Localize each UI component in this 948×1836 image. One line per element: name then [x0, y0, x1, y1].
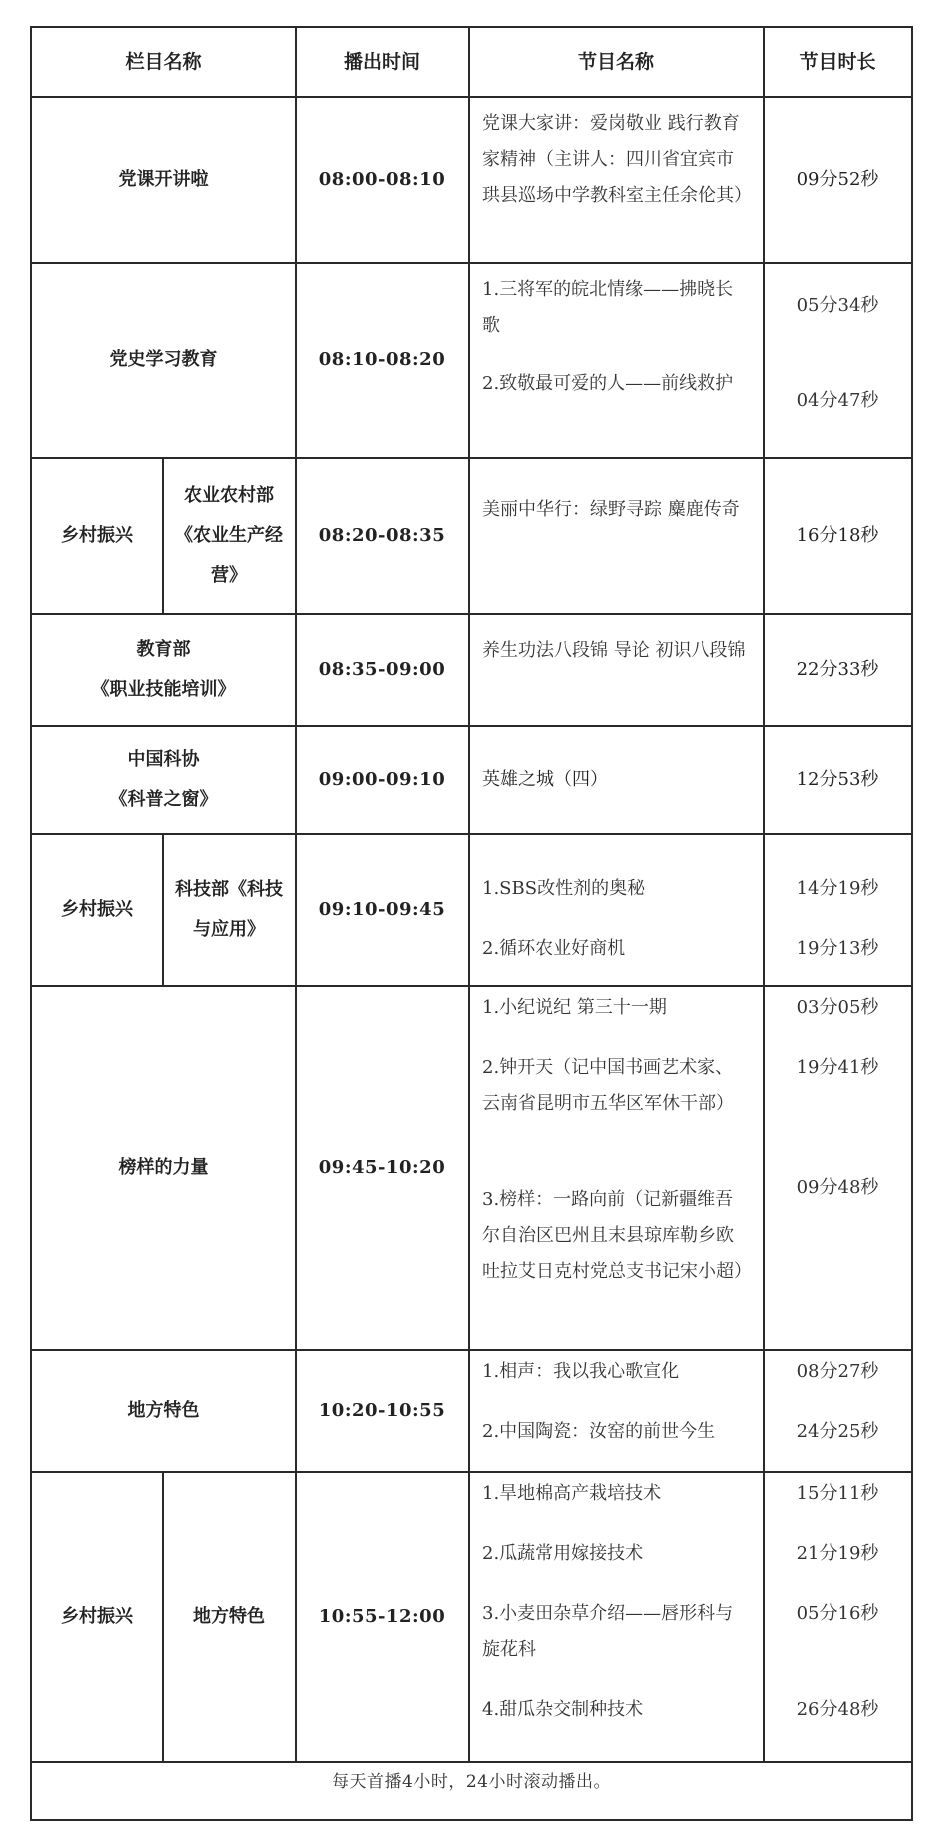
column-name: 科技部《科技与应用》	[175, 878, 283, 940]
air-time: 08:00-08:10	[318, 168, 446, 190]
column-name: 榜样的力量	[118, 1156, 209, 1178]
header-column: 栏目名称	[125, 51, 202, 73]
program-name: 2.瓜蔬常用嫁接技术	[482, 1543, 644, 1564]
air-time: 08:20-08:35	[318, 524, 446, 546]
header-time: 播出时间	[343, 51, 420, 73]
air-time: 10:55-12:00	[318, 1605, 446, 1627]
program-name: 3.小麦田杂草介绍——唇形科与旋花科	[482, 1603, 734, 1660]
program-duration: 14分19秒	[796, 878, 879, 899]
program-duration: 12分53秒	[796, 768, 879, 790]
program-name: 3.榜样：一路向前（记新疆维吾尔自治区巴州且末县琼库勒乡欧吐拉艾日克村党总支书记宋小超）	[482, 1189, 752, 1282]
program-name: 2.钟开天（记中国书画艺术家、云南省昆明市五华区军休干部）	[482, 1057, 734, 1114]
program-duration: 24分25秒	[796, 1421, 879, 1442]
program-duration: 21分19秒	[796, 1543, 879, 1564]
category-name: 乡村振兴	[61, 524, 133, 546]
column-name	[32, 726, 295, 833]
program-duration: 09分52秒	[796, 168, 879, 190]
program-name: 美丽中华行：绿野寻踪 麋鹿传奇	[482, 499, 740, 520]
air-time: 09:00-09:10	[318, 768, 446, 790]
air-time: 10:20-10:55	[318, 1399, 446, 1421]
program-duration: 05分34秒	[796, 295, 879, 316]
header-duration: 节目时长	[799, 51, 876, 73]
program-duration: 04分47秒	[796, 390, 879, 411]
program-duration: 15分11秒	[796, 1483, 879, 1504]
program-name: 2.中国陶瓷：汝窑的前世今生	[482, 1421, 716, 1442]
program-duration: 09分48秒	[796, 1177, 879, 1198]
program-duration: 19分13秒	[796, 938, 879, 959]
program-name: 4.甜瓜杂交制种技术	[482, 1699, 644, 1720]
air-time: 08:10-08:20	[318, 349, 446, 370]
category-name: 乡村振兴	[61, 898, 133, 920]
column-name-line2: 《科普之窗》	[109, 788, 218, 810]
schedule-table	[30, 26, 913, 1821]
column-name: 农业农村部《农业生产经营》	[175, 484, 283, 586]
column-name-line2: 《职业技能培训》	[91, 678, 236, 700]
category-name: 乡村振兴	[61, 1605, 133, 1627]
program-name: 1.SBS改性剂的奥秘	[482, 878, 646, 899]
column-name	[32, 614, 295, 725]
program-duration: 22分33秒	[796, 658, 879, 680]
program-name: 1.小纪说纪 第三十一期	[482, 997, 667, 1018]
program-name: 英雄之城（四）	[482, 768, 608, 790]
program-name: 1.旱地棉高产栽培技术	[482, 1483, 662, 1504]
program-duration: 26分48秒	[796, 1699, 879, 1720]
program-duration: 05分16秒	[796, 1603, 879, 1624]
col-divider	[468, 28, 470, 1761]
program-name: 党课大家讲：爱岗敬业 践行教育家精神（主讲人：四川省宜宾市珙县巡场中学教科室主任余伦其）	[482, 113, 752, 206]
column-name: 地方特色	[193, 1605, 265, 1627]
program-duration: 19分41秒	[796, 1057, 879, 1078]
program-name: 2.循环农业好商机	[482, 938, 626, 959]
program-duration: 16分18秒	[796, 524, 879, 546]
program-name: 1.三将军的皖北情缘——拂晓长歌	[482, 279, 734, 336]
column-name: 地方特色	[127, 1399, 200, 1421]
program-name: 2.致敬最可爱的人——前线救护	[482, 373, 734, 394]
air-time: 09:45-10:20	[318, 1156, 446, 1178]
program-name: 养生功法八段锦 导论 初识八段锦	[482, 640, 746, 661]
header-program: 节目名称	[577, 51, 654, 73]
program-name: 1.相声：我以我心歌宣化	[482, 1361, 680, 1382]
column-name: 党史学习教育	[109, 349, 218, 370]
footer-note: 每天首播4小时，24小时滚动播出。	[332, 1772, 611, 1792]
column-name-line1: 中国科协	[127, 748, 200, 770]
air-time: 08:35-09:00	[318, 658, 446, 680]
program-duration: 03分05秒	[796, 997, 879, 1018]
column-name: 党课开讲啦	[118, 168, 209, 190]
program-duration: 08分27秒	[796, 1361, 879, 1382]
air-time: 09:10-09:45	[318, 898, 446, 920]
column-name-line1: 教育部	[136, 638, 191, 660]
